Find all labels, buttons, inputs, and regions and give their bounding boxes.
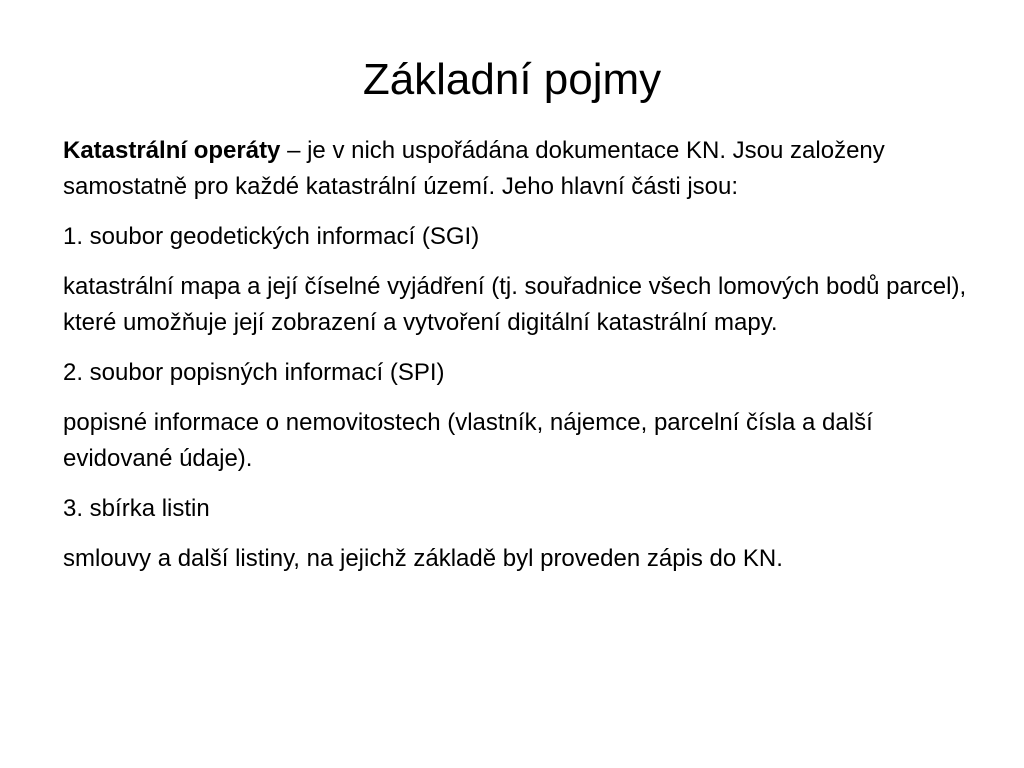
item-heading-spi: 2. soubor popisných informací (SPI) <box>63 359 445 386</box>
slide-content <box>63 133 968 591</box>
item-description-sgi: katastrální mapa a její číselné vyjádření (tj. souřadnice všech lomových bodů parcel), které umožňuje její zobrazení a vytvoření digitální katastrální mapy. <box>63 273 967 336</box>
intro-text: – je v nich uspořádána dokumentace KN. Jsou založeny samostatně pro každé katastrální území. Jeho hlavní části jsou: <box>63 137 885 200</box>
item-heading-listiny: 3. sbírka listin <box>63 495 210 522</box>
intro-paragraph <box>63 133 968 205</box>
item-heading-sgi: 1. soubor geodetických informací (SGI) <box>63 223 480 250</box>
intro-term: Katastrální operáty <box>63 137 281 164</box>
item-description-spi: popisné informace o nemovitostech (vlastník, nájemce, parcelní čísla a další evidované údaje). <box>63 409 873 472</box>
slide-title: Základní pojmy <box>362 55 662 104</box>
item-description-listiny: smlouvy a další listiny, na jejichž základě byl proveden zápis do KN. <box>63 545 783 572</box>
